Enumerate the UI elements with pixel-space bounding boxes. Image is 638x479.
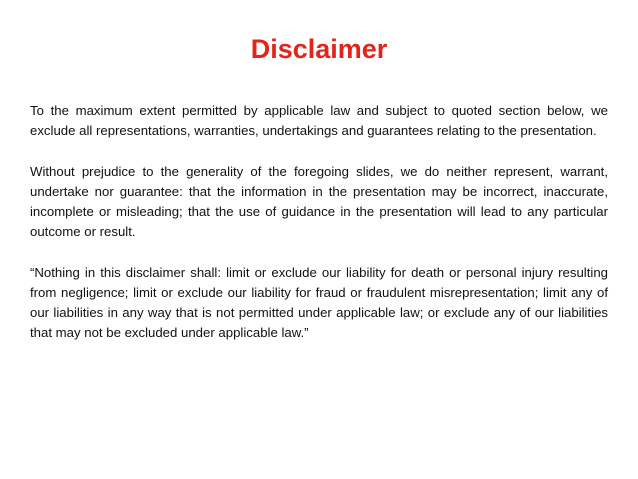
paragraph-no-warranty: Without prejudice to the generality of the foregoing slides, we do neither represent, warrant, undertake nor guarantee: that the information in the presentation may be incorrect, inaccurate, incomplete or misleading; that the use of guidance in the presentation will lead to any particular outcome or result. [30,163,608,240]
paragraph-scope: To the maximum extent permitted by applicable law and subject to quoted section below, we exclude all representations, warranties, undertakings and guarantees relating to the presentation. [30,103,608,139]
paragraph-liability-quote: “Nothing in this disclaimer shall: limit or exclude our liability for death or personal injury resulting from negligence; limit or exclude our liability for fraud or fraudulent misrepresentation; limit any of our liabilities in any way that is not permitted under applicable law; or exclude any of our liabilities that may not be excluded under applicable law.” [30,264,608,341]
slide-title: Disclaimer [250,34,388,64]
disclaimer-body [30,101,608,343]
